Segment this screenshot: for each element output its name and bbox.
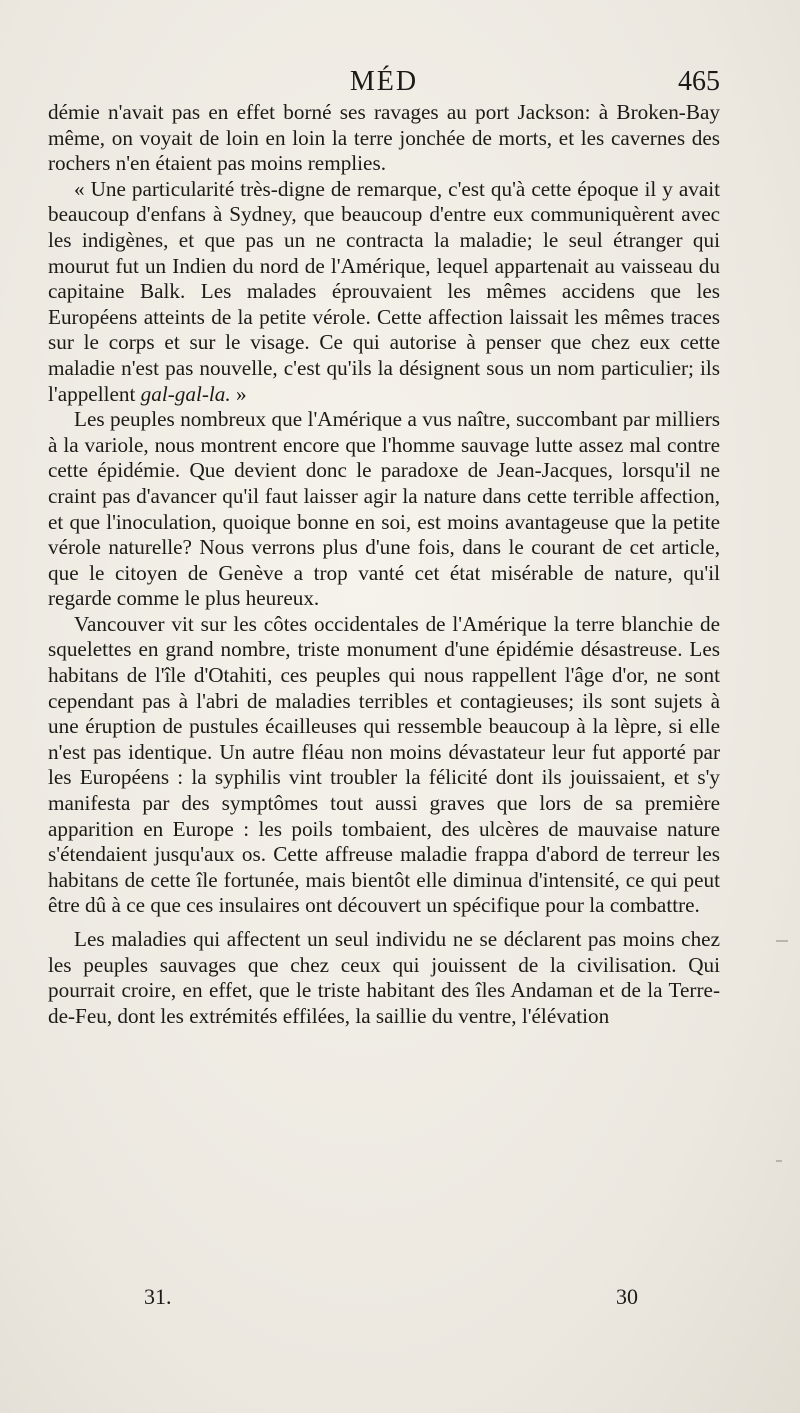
paragraph-5: Les maladies qui affectent un seul individu ne se déclarent pas moins chez les peuples sauvages que chez ceux qui jouissent de la civilisation. Qui pourrait croire, en effet, que le triste habitant des îles Andaman et de la Terre-de-Feu, dont les extrémités effilées, la saillie du ventre, l'élévation	[48, 927, 720, 1028]
term-gal-gal-la: gal-gal-la.	[140, 381, 231, 406]
paragraph-3: Les peuples nombreux que l'Amérique a vus naître, succombant par milliers à la variole, nous montrent encore que l'homme sauvage lutte assez mal contre cette épidémie. Que devient donc le paradoxe de Jean-Jacques, lorsqu'il ne craint pas d'avancer qu'il faut laisser agir la nature dans cette terrible affection, et que l'inoculation, quoique bonne en soi, est moins avantageuse que la petite vérole naturelle? Nous verrons plus d'une fois, dans le courant de cet article, que le citoyen de Genève a trop vanté cet état misérable de nature, qu'il regarde comme le plus heureux.	[48, 407, 720, 611]
margin-dash	[776, 1160, 782, 1162]
paragraph-1: démie n'avait pas en effet borné ses ravages au port Jackson: à Broken-Bay même, on voyait de loin en loin la terre jonchée de morts, et les cavernes des rochers n'en étaient pas moins remplies.	[48, 100, 720, 176]
signature-mark-left: 31.	[144, 1284, 172, 1309]
signature-mark-right: 30	[616, 1284, 638, 1309]
paragraph-4: Vancouver vit sur les côtes occidentales de l'Amérique la terre blanchie de squelettes en grand nombre, triste monument d'une épidémie désastreuse. Les habitans de l'île d'Otahiti, ces peuples qui nous rappellent l'âge d'or, ne sont cependant pas à l'abri de maladies terribles et contagieuses; ils sont sujets à une éruption de pustules écailleuses qui ressemble beaucoup à la lèpre, si elle n'est pas identique. Un autre fléau non moins dévastateur leur fut apporté par les Européens : la syphilis vint troubler la félicité dont ils jouissaient, et s'y manifesta par des symptômes tout aussi graves que lors de sa première apparition en Europe : les poils tombaient, des ulcères de mauvaise nature s'étendaient jusqu'aux os. Cette affreuse maladie frappa d'abord de terreur les habitans de cette île fortunée, mais bientôt elle diminua d'intensité, ce qui peut être dû à ce que ces insulaires ont découvert un spécifique pour la combattre.	[48, 611, 720, 918]
paragraph-2-text: « Une particularité très-digne de remarque, c'est qu'à cette époque il y avait beaucoup d'enfans à Sydney, que beaucoup d'entre eux communiquèrent avec les indigènes, et que pas un ne contracta la maladie; le seul étranger qui mourut fut un Indien du nord de l'Amérique, lequel appartenait au vaisseau du capitaine Balk. Les malades éprouvaient les mêmes accidens que les Européens atteints de la petite vérole. Cette affection laissait les mêmes traces sur le corps et sur le visage. Ce qui autorise à penser que chez eux cette maladie n'est pas nouvelle, c'est qu'ils la désignent sous un nom particulier; ils l'appellent	[48, 176, 720, 406]
margin-dash	[776, 940, 788, 942]
paragraph-2	[48, 177, 720, 407]
page-header	[48, 66, 720, 100]
page-footer	[48, 1284, 720, 1314]
running-head: MÉD	[349, 66, 419, 97]
closing-quote: »	[230, 381, 247, 406]
body-text	[48, 100, 720, 1029]
page-number: 465	[678, 66, 720, 97]
